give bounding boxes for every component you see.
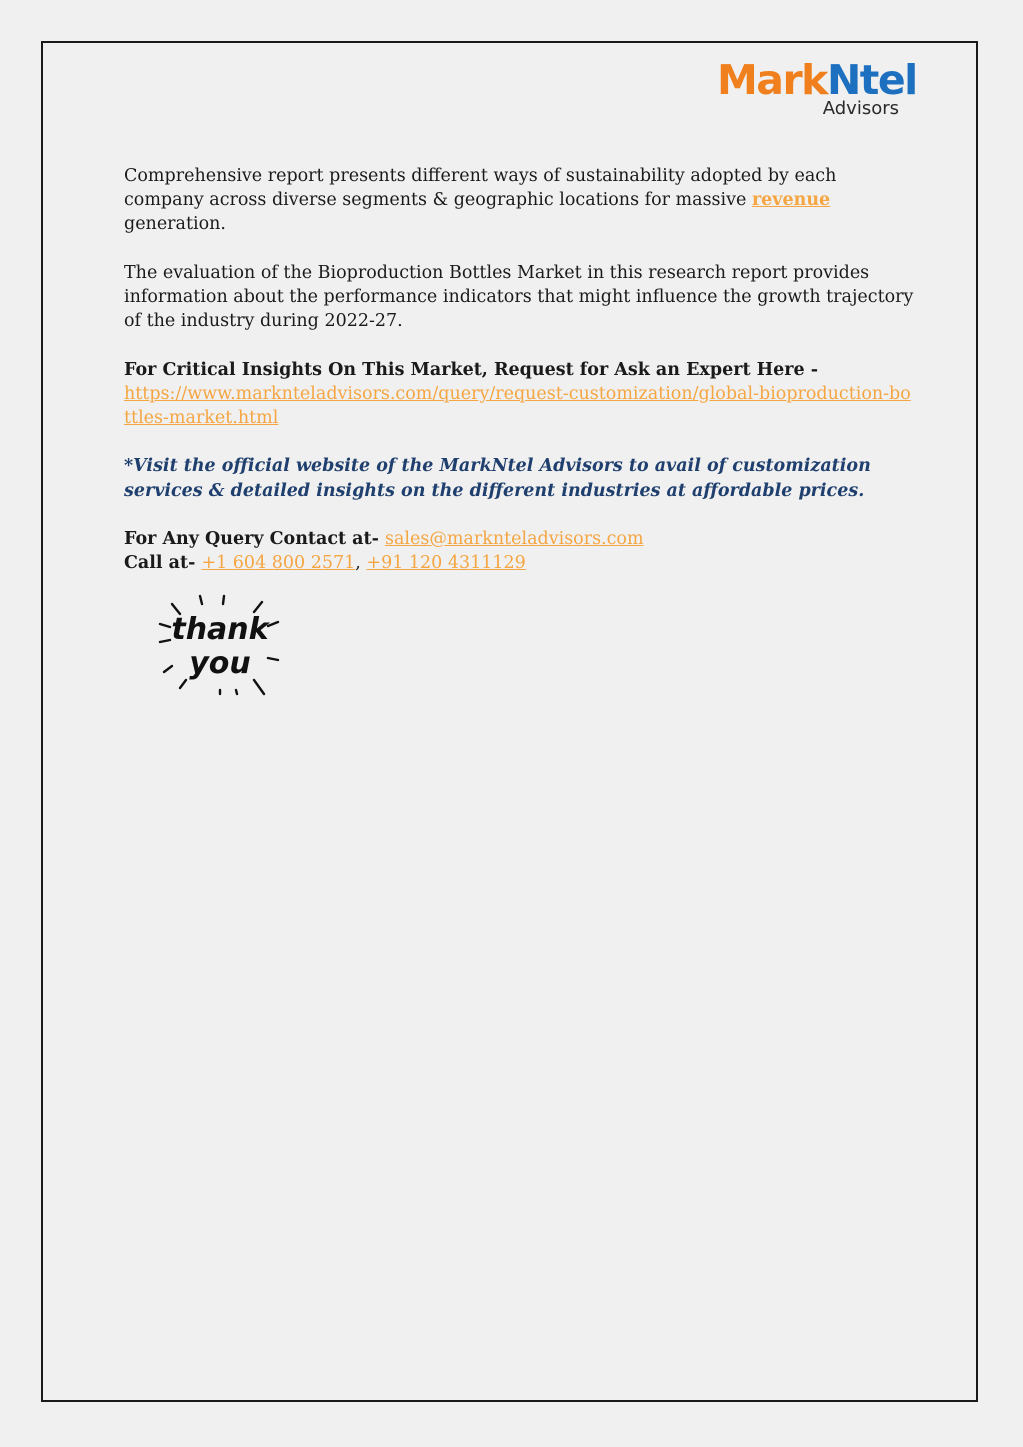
insights-label: For Critical Insights On This Market, Request for Ask an Expert Here - — [124, 359, 819, 380]
phone-link-1[interactable]: +1 604 800 2571 — [201, 553, 356, 574]
visit-note: *Visit the official website of the MarkNtel Advisors to avail of customization services & detailed insights on the different industries at affordable prices. — [124, 456, 871, 501]
request-customization-link[interactable]: https://www.marknteladvisors.com/query/request-customization/global-bioproduction-bottles-market.html — [124, 383, 911, 428]
marknel-logo — [717, 56, 917, 124]
evaluation-paragraph: The evaluation of the Bioproduction Bottles Market in this research report provides information about the performance indicators that might influence the growth trajectory of the industry during 2022-27. — [124, 262, 914, 332]
revenue-link[interactable]: revenue — [751, 190, 831, 211]
insights-paragraph — [124, 358, 914, 431]
thank-you-text: thank you — [171, 612, 269, 681]
email-link[interactable]: sales@marknteladvisors.com — [384, 528, 644, 549]
contact-label: For Any Query Contact at- — [124, 528, 385, 549]
phone-separator: , — [355, 553, 367, 574]
intro-text-end: generation. — [124, 214, 226, 235]
logo-mark-text: Mark — [717, 56, 827, 104]
thank-you-sticker — [158, 594, 282, 702]
logo-wordmark — [717, 58, 917, 102]
logo-advisors-text: Advisors — [822, 98, 899, 119]
phone-link-2[interactable]: +91 120 4311129 — [366, 553, 526, 574]
intro-paragraph — [124, 164, 914, 237]
intro-text-start: Comprehensive report presents different ways of sustainability adopted by each company across diverse segments & geographic locations for massive — [124, 166, 837, 211]
call-label: Call at- — [124, 553, 202, 574]
logo-ntel-text: Ntel — [826, 56, 917, 104]
document-body — [124, 164, 914, 575]
call-line — [124, 551, 914, 575]
contact-line — [124, 527, 914, 551]
